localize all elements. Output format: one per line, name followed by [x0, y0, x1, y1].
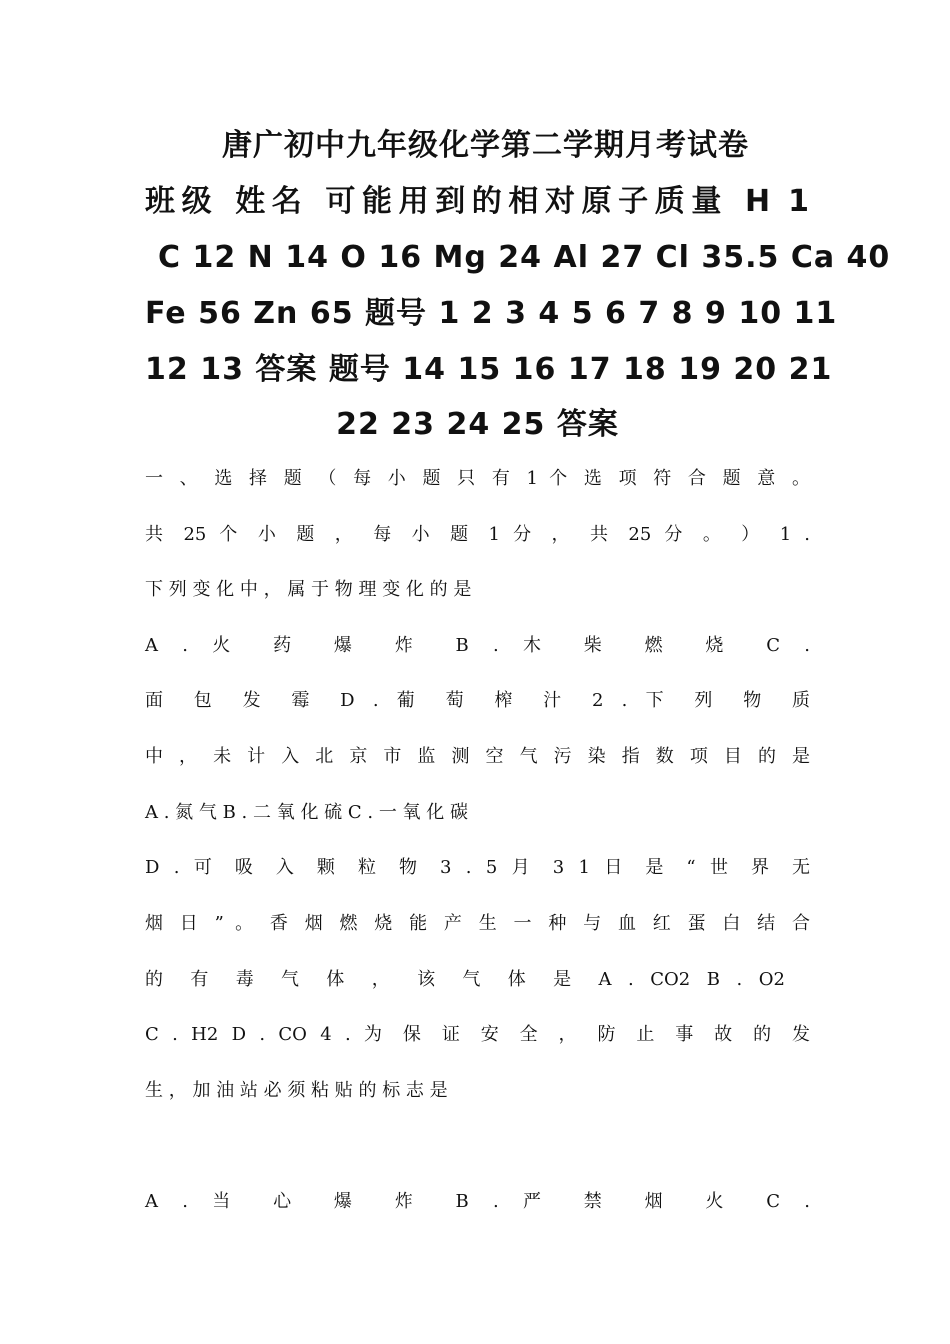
question-text-line: 的 有 毒 气 体 ， 该 气 体 是 A . CO2 B . O2: [145, 969, 785, 990]
question-text-line: 中 ， 未 计 入 北 京 市 监 测 空 气 污 染 指 数 项 目 的 是: [145, 746, 810, 767]
question-text-line: D . 可 吸 入 颗 粒 物 3 . 5 月 3 1 日 是 “ 世 界 无: [145, 857, 810, 878]
question-text-line: A . 氮 气 B . 二 氧 化 硫 C . 一 氧 化 碳: [145, 802, 468, 823]
question-text-line: A . 当 心 爆 炸 B . 严 禁 烟 火 C .: [145, 1191, 810, 1212]
question-text-line: A . 火 药 爆 炸 B . 木 柴 燃 烧 C .: [145, 635, 810, 656]
question-text-line: 一 、 选 择 题 （ 每 小 题 只 有 1 个 选 项 符 合 题 意 。: [145, 468, 810, 489]
question-text-line: 生 ， 加 油 站 必 须 粘 贴 的 标 志 是: [145, 1080, 448, 1101]
question-text-line: 共 25 个 小 题 ， 每 小 题 1 分 ， 共 25 分 。 ） 1 .: [145, 524, 810, 545]
question-text-line: 面 包 发 霉 D . 葡 萄 榨 汁 2 . 下 列 物 质: [145, 690, 810, 711]
question-text-line: C . H2 D . CO 4 . 为 保 证 安 全 ， 防 止 事 故 的 发: [145, 1024, 810, 1045]
header-line: C 12 N 14 O 16 Mg 24 Al 27 Cl 35.5 Ca 40: [158, 240, 891, 275]
header-line: 班级 姓名 可能用到的相对原子质量 H 1: [145, 184, 810, 219]
header-line: 22 23 24 25 答案: [336, 407, 619, 442]
question-text-line: 下 列 变 化 中 ， 属 于 物 理 变 化 的 是: [145, 579, 472, 600]
header-line: Fe 56 Zn 65 题号 1 2 3 4 5 6 7 8 9 10 11: [145, 296, 838, 331]
page-title: 唐广初中九年级化学第二学期月考试卷: [222, 128, 749, 163]
question-text-line: 烟 日 ” 。 香 烟 燃 烧 能 产 生 一 种 与 血 红 蛋 白 结 合: [145, 913, 810, 934]
header-line: 12 13 答案 题号 14 15 16 17 18 19 20 21: [145, 352, 833, 387]
